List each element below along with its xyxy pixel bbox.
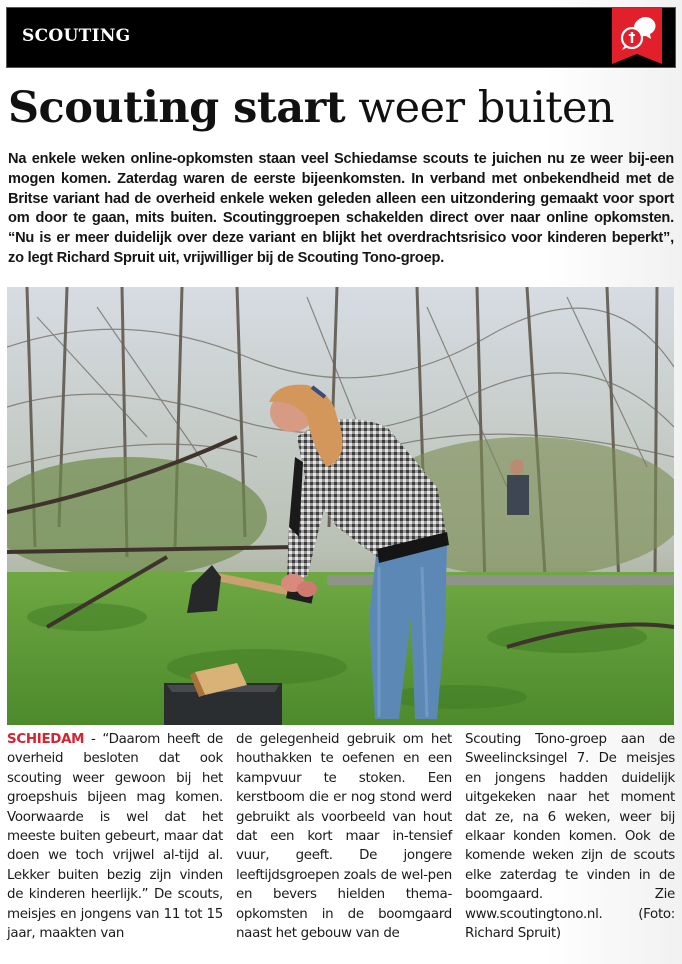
section-label: SCOUTING — [22, 26, 131, 46]
body-column-3: Scouting Tono-groep aan de Sweelincksingel 7. De meisjes en jongens hadden duidelijk uitgekeken naar het moment dat ze, na 6 weken, weer bij elkaar konden komen. Ook de komende weken zijn de scouts elke zaterdag te vinden in de boomgaard. Zie www.scoutingtono.nl. (Foto: Richard Spruit) — [465, 732, 675, 942]
article-headline — [8, 82, 614, 134]
body-column-1-text: - “Daarom heeft de overheid besloten dat ook scouting weer gewoon bij het groepshuis bijeen mag komen. Voorwaarde is wel dat het meeste buiten gebeurt, maar dat doen we toch vrijwel al-tijd al. Lekker buiten bezig zijn vinden de kinderen heerlijk.” De scouts, meisjes en jongens van 11 tot 15 jaar, maakten van — [7, 732, 223, 942]
info-chat-bubble-icon — [612, 8, 662, 67]
dateline: SCHIEDAM — [7, 732, 85, 747]
article-body — [7, 730, 675, 960]
photo-illustration — [7, 287, 674, 725]
body-column-2: de gelegenheid gebruik om het houthakken te oefenen en een kampvuur te stoken. Een kerstboom die er nog stond werd gebruikt als voorbeeld van hout dat een kort maar in-tensief vuur, geeft. De jongere leeftijdsgroepen zoals de wel-pen en bevers hielden thema-opkomsten in de boomgaard naast het gebouw van de — [236, 732, 452, 942]
article-intro: Na enkele weken online-opkomsten staan veel Schiedamse scouts te juichen nu ze weer bij-een mogen komen. Zaterdag waren de eerste bijeenkomsten. In verband met onbekendheid met de Britse variant had de overheid enkele weken geleden alleen een uitzondering gemaakt voor sport om door te gaan, mits buiten. Scoutinggroepen schakelden direct over naar online opkomsten. “Nu is er meer duidelijk over deze variant en blijkt het overdrachtsrisico voor kinderen beperkt”, zo legt Richard Spruit uit, vrijwilliger bij de Scouting Tono-groep. — [8, 151, 674, 266]
article-photo — [7, 287, 674, 725]
headline-bold-part: Scouting start — [8, 83, 346, 133]
headline-light-part: weer buiten — [345, 83, 615, 133]
section-header-bar — [7, 8, 675, 67]
body-column-1 — [7, 730, 223, 943]
